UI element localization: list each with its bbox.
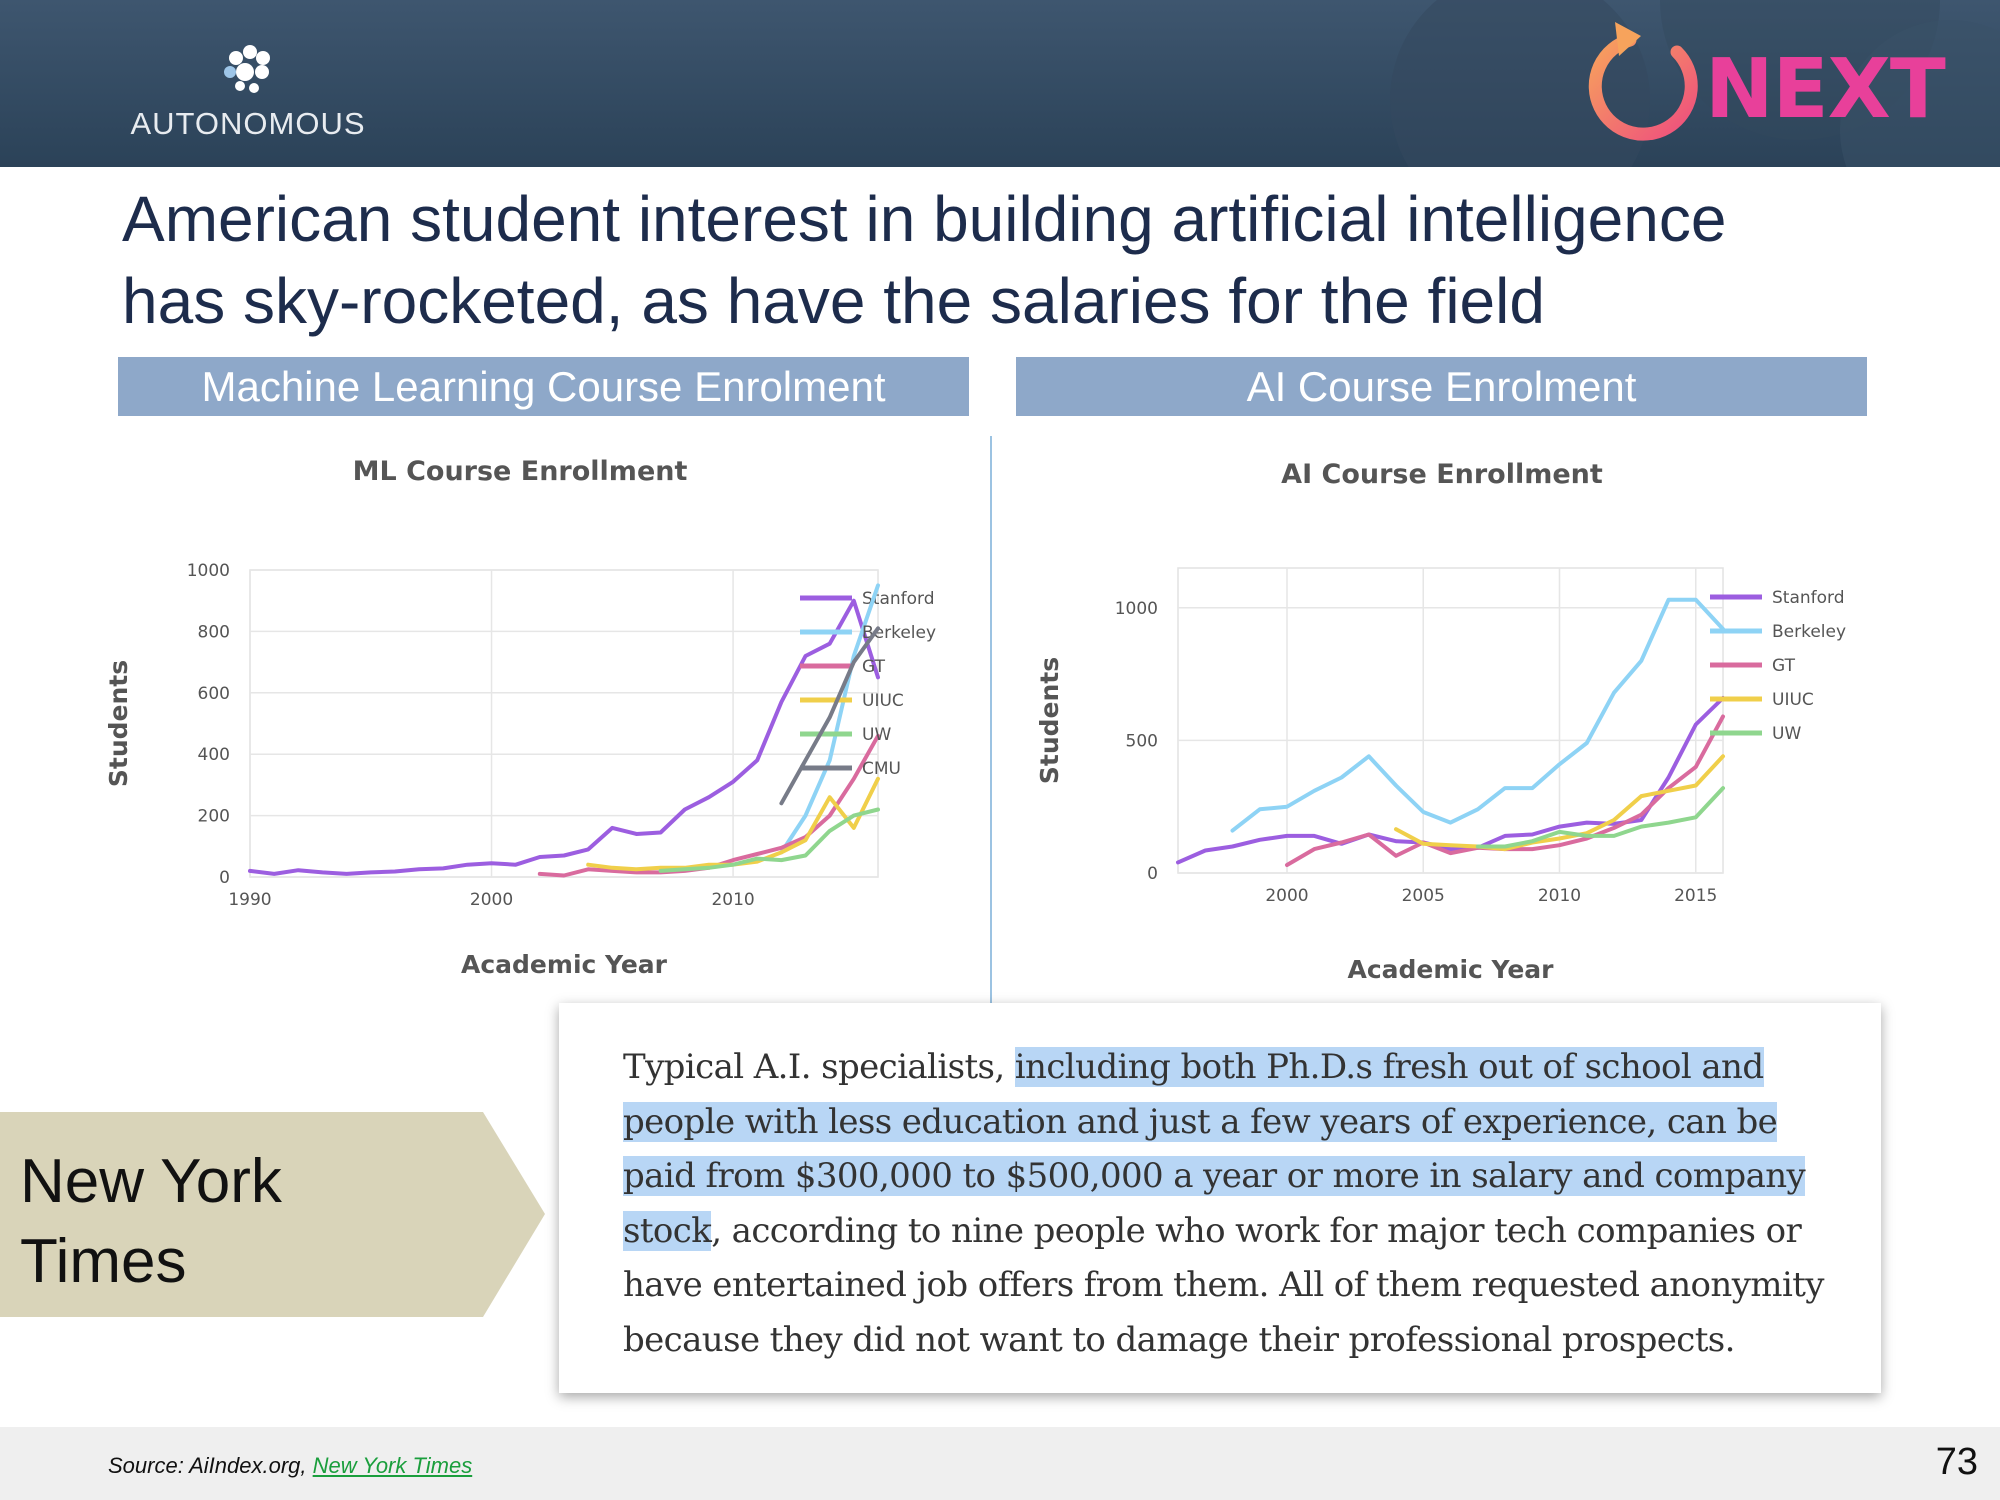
ml-series-stanford [250, 601, 878, 874]
ml-legend-label-gt: GT [862, 657, 885, 677]
ai-ytick-1000: 1000 [1114, 598, 1158, 619]
ml-legend-label-stanford: Stanford [862, 589, 935, 609]
ml-ytick-200: 200 [197, 806, 230, 827]
chart-divider [990, 436, 992, 1006]
footer-bar [0, 1427, 2000, 1500]
autonomous-logo [118, 34, 378, 144]
header-bar [0, 0, 2000, 167]
ml-xtick-2000: 2000 [469, 890, 514, 910]
ai-ytick-0: 0 [1147, 864, 1158, 884]
autonomous-wordmark: AUTONOMOUS [130, 106, 366, 141]
ml-ytick-800: 800 [197, 622, 230, 643]
next-logo [1575, 12, 1945, 152]
source-tag-nyt [0, 1112, 545, 1317]
quote-plain-end: , according to nine people who work for major tech companies or have entertained job offers from them. All of them requested anonymity because they did not want to damage their professional prospects. [623, 1210, 1824, 1360]
ml-ytick-0: 0 [219, 868, 230, 888]
section-header-ai: AI Course Enrolment [1016, 357, 1867, 416]
ml-ytick-400: 400 [197, 745, 230, 766]
ai-series-stanford [1178, 698, 1723, 862]
ml-legend-label-berkeley: Berkeley [862, 623, 937, 643]
ai-legend-label-berkeley: Berkeley [1772, 622, 1847, 642]
ai-legend-label-uiuc: UIUC [1772, 690, 1814, 710]
nyt-source-link[interactable]: New York Times [312, 1453, 473, 1478]
ml-plot-frame [250, 570, 878, 877]
refresh-circle-icon [1575, 12, 1715, 152]
tag-label [20, 1142, 420, 1302]
nyt-quote-box [559, 1003, 1881, 1393]
ml-ytick-1000: 1000 [186, 561, 230, 581]
slide-title-line-2: has sky-rocketed, as have the salaries for the field [122, 265, 1545, 337]
quote-highlight: including both Ph.D.s fresh out of school and people with less education and just a few years of experience, can be paid from $300,000 to $500,000 a year or more in salary and company stock [623, 1047, 1806, 1251]
tag-line-2: Times [20, 1227, 187, 1296]
ml-legend-label-uw: UW [862, 725, 892, 745]
ai-xtick-2010: 2010 [1537, 886, 1582, 906]
source-prefix: Source: AiIndex.org, [108, 1453, 313, 1478]
slide-title [122, 178, 1902, 342]
ml-legend-label-cmu: CMU [862, 759, 901, 779]
ml-xtick-1990: 1990 [228, 890, 272, 910]
ml-legend-label-uiuc: UIUC [862, 691, 904, 711]
ai-series-uw [1478, 788, 1723, 846]
slide-title-line-1: American student interest in building artificial intelligence [122, 183, 1727, 255]
ai-enrollment-chart-svg [1030, 440, 1910, 1000]
ml-series-gt [540, 736, 878, 876]
ml-xtick-2010: 2010 [711, 890, 755, 910]
ai-xtick-2005: 2005 [1401, 886, 1445, 906]
ml-ytick-600: 600 [197, 683, 230, 704]
ml-enrollment-chart-svg [100, 440, 980, 1000]
autonomous-dots-icon [118, 34, 378, 104]
ai-ytick-500: 500 [1125, 731, 1158, 752]
source-note [108, 1453, 472, 1479]
ai-enrollment-chart [1030, 440, 1910, 1000]
quote-plain-start: Typical A.I. specialists, [623, 1047, 1015, 1087]
ai-legend-label-stanford: Stanford [1772, 588, 1845, 608]
ai-x-axis-label: Academic Year [1347, 955, 1554, 984]
ml-enrollment-chart [100, 440, 980, 1000]
ai-xtick-2015: 2015 [1674, 886, 1718, 906]
nyt-quote-text [623, 1040, 1853, 1367]
ai-legend-label-gt: GT [1772, 656, 1795, 676]
ai-y-axis-label: Students [1035, 656, 1064, 785]
ai-chart-title: AI Course Enrollment [1281, 459, 1603, 490]
ai-series-gt [1287, 717, 1723, 866]
section-header-ml: Machine Learning Course Enrolment [118, 357, 969, 416]
page-number: 73 [1935, 1441, 1978, 1483]
next-wordmark: NEXT [1705, 42, 1945, 137]
ml-x-axis-label: Academic Year [461, 950, 667, 979]
ai-xtick-2000: 2000 [1265, 886, 1309, 906]
tag-line-1: New York [20, 1147, 282, 1216]
ai-legend-label-uw: UW [1772, 724, 1802, 744]
ml-series-uw [661, 810, 878, 871]
ml-chart-title: ML Course Enrollment [352, 456, 688, 487]
ml-y-axis-label: Students [104, 659, 133, 788]
